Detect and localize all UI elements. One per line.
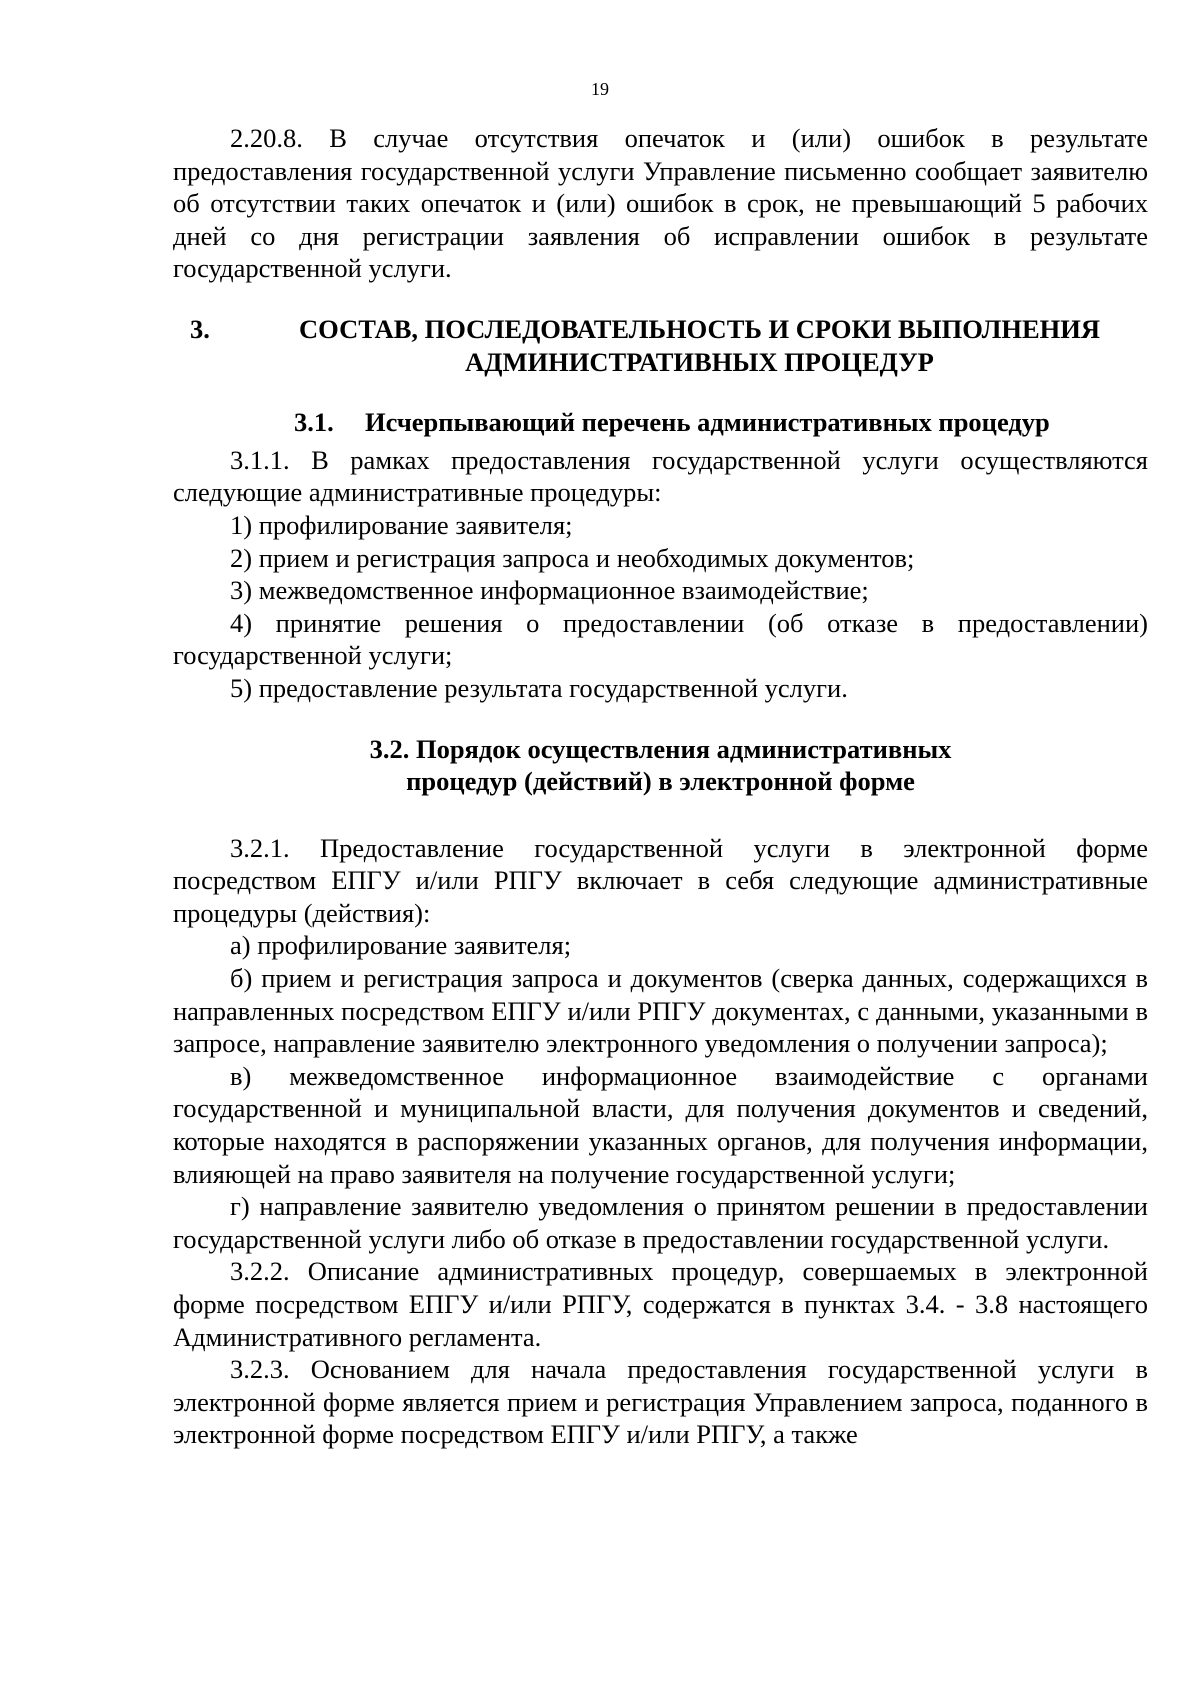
list-item: 3) межведомственное информационное взаимодействие;	[230, 575, 869, 606]
paragraph-3-2-2: 3.2.2. Описание административных процедур, совершаемых в электронной форме посредством ЕПГУ и/или РПГУ, содержатся в пунктах 3.4. - 3.8 настоящего Административного регламента.	[173, 1256, 1148, 1352]
paragraph-2-20-8: 2.20.8. В случае отсутствия опечаток и (или) ошибок в результате предоставления государственной услуги Управление письменно сообщает заявителю об отсутствии таких опечаток и (или) ошибок в срок, не превышающий 5 рабочих дней со дня регистрации заявления об исправлении ошибок в результате государственной услуги.	[173, 123, 1148, 284]
list-item: г) направление заявителю уведомления о принятом решении в предоставлении государственной услуги либо об отказе в предоставлении государственной услуги.	[173, 1191, 1148, 1254]
page-number: 19	[591, 79, 609, 99]
paragraph-3-2-1: 3.2.1. Предоставление государственной услуги в электронной форме посредством ЕПГУ и/или РПГУ включает в себя следующие административные процедуры (действия):	[173, 832, 1148, 928]
section-3-title-line2: АДМИНИСТРАТИВНЫХ ПРОЦЕДУР	[465, 346, 934, 377]
list-item: 4) принятие решения о предоставлении (об отказе в предоставлении) государственной услуги;	[173, 607, 1148, 671]
paragraph-3-2-3: 3.2.3. Основанием для начала предоставления государственной услуги в электронной форме является прием и регистрация Управлением запроса, поданного в электронной форме посредством ЕПГУ и/или РПГУ, а также	[173, 1354, 1148, 1450]
section-3-2-title-line1: 3.2. Порядок осуществления административных	[369, 733, 952, 764]
spacer	[173, 798, 1148, 832]
list-item: 5) предоставление результата государственной услуги.	[230, 672, 848, 703]
list-item: 1) профилирование заявителя;	[230, 509, 573, 540]
section-3-1-title: Исчерпывающий перечень административных процедур	[365, 407, 1050, 438]
section-3-1-heading	[173, 406, 1148, 439]
document-body	[173, 122, 1148, 1451]
section-3-number: 3.	[190, 313, 210, 344]
list-item: б) прием и регистрация запроса и документов (сверка данных, содержащихся в направленных посредством ЕПГУ и/или РПГУ документах, с данными, указанными в запросе, направление заявителю электронного уведомления о получении запроса);	[173, 963, 1148, 1059]
section-3-2-title-line2: процедур (действий) в электронной форме	[406, 766, 915, 797]
list-item: в) межведомственное информационное взаимодействие с органами государственной и муниципальной власти, для получения документов и сведений, которые находятся в распоряжении указанных органов, для получения информации, влияющей на право заявителя на получение государственной услуги;	[173, 1060, 1148, 1189]
paragraph-3-1-1: 3.1.1. В рамках предоставления государственной услуги осуществляются следующие административные процедуры:	[173, 444, 1148, 508]
section-3-1-number: 3.1.	[294, 407, 334, 438]
section-3-title-line1: СОСТАВ, ПОСЛЕДОВАТЕЛЬНОСТЬ И СРОКИ ВЫПОЛНЕНИЯ	[299, 313, 1100, 344]
list-item: а) профилирование заявителя;	[230, 930, 572, 961]
section-3-2-heading	[173, 733, 1148, 798]
list-item: 2) прием и регистрация запроса и необходимых документов;	[230, 542, 915, 573]
section-3-heading	[173, 313, 1148, 378]
